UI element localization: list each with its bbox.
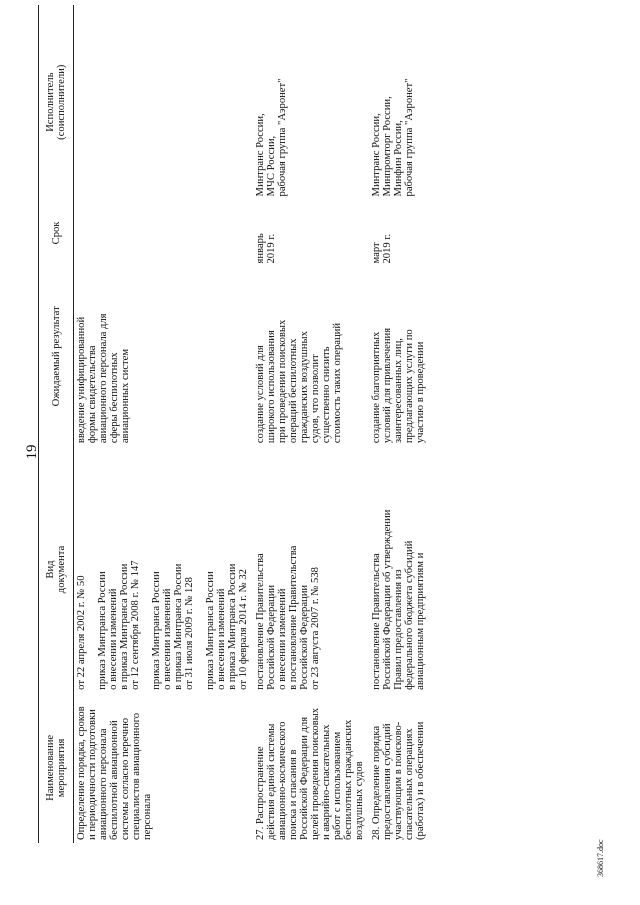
cell-line: 2019 г. xyxy=(266,233,277,264)
cell-line: о внесении изменений xyxy=(108,588,119,690)
cell-line: беспилотной авиационной xyxy=(109,720,120,840)
block-gap xyxy=(141,449,151,690)
table-row xyxy=(369,5,430,843)
cell-line: формы свидетельства xyxy=(87,345,98,444)
cell-line: целей проведения поисковых xyxy=(310,707,321,840)
cell-line: персонала xyxy=(142,793,153,840)
cell-line: Минпромторг России, xyxy=(382,96,393,197)
cell-line: участию в проведении xyxy=(415,341,426,444)
cell-line: авиационных систем xyxy=(120,348,131,444)
cell-executor xyxy=(74,5,254,199)
page-number: 19 xyxy=(24,444,40,460)
header-name: Наименование мероприятия xyxy=(39,693,74,843)
cell-line: создание условий для xyxy=(255,345,266,444)
block-gap xyxy=(195,449,205,690)
cell-line: авиационного персонала xyxy=(98,728,109,840)
header-term: Срок xyxy=(39,199,74,266)
cell-line: стоимость таких операций xyxy=(332,323,343,444)
cell-line: существенно снизить xyxy=(321,346,332,444)
cell-line: Определение порядка, сроков xyxy=(76,706,87,840)
cell-line: сферы беспилотных xyxy=(109,352,120,444)
cell-line: создание благоприятных xyxy=(371,331,382,444)
cell-line: широкого использования xyxy=(266,330,277,444)
cell-line: (работах) и в обеспечении xyxy=(415,721,426,840)
cell-measure-name xyxy=(253,693,369,843)
cell-line: приказ Минтранса России xyxy=(151,571,162,690)
document-block xyxy=(76,449,87,690)
cell-line: от 31 июля 2009 г. № 128 xyxy=(184,577,195,690)
cell-line: предоставления субсидий xyxy=(382,723,393,840)
cell-document xyxy=(74,446,254,693)
cell-result xyxy=(74,266,254,446)
cell-line: Минтранс России, xyxy=(255,113,266,197)
cell-line: авиационного персонала для xyxy=(98,313,109,444)
cell-measure-name xyxy=(369,693,430,843)
cell-line: от 10 февраля 2014 г. № 32 xyxy=(238,569,249,690)
cell-line: введение унифицированной xyxy=(76,316,87,444)
document-block xyxy=(205,449,249,690)
cell-line: гражданских воздушных xyxy=(299,331,310,444)
cell-line: 28. Определение порядка xyxy=(371,725,382,840)
cell-line: от 23 августа 2007 г. № 538 xyxy=(310,567,321,690)
cell-line: операций беспилотных xyxy=(288,338,299,444)
cell-line: январь xyxy=(255,233,266,264)
cell-line: поиска и спасания в xyxy=(288,749,299,840)
cell-line: 2019 г. xyxy=(382,233,393,264)
cell-line: предлагающих услуги по xyxy=(404,329,415,444)
cell-document xyxy=(369,446,430,693)
cell-line: о внесении изменений xyxy=(162,588,173,690)
document-block xyxy=(151,449,195,690)
cell-term xyxy=(74,199,254,266)
block-gap xyxy=(87,449,97,690)
cell-executor xyxy=(253,5,369,199)
cell-line: авиационным предприятиям и xyxy=(415,552,426,690)
cell-line: федерального бюджета субсидий xyxy=(404,540,415,690)
header-doc-type: Вид документа xyxy=(39,446,74,693)
table-row xyxy=(74,5,254,843)
cell-line: о внесении изменений xyxy=(277,588,288,690)
measures-table xyxy=(38,5,430,843)
cell-line: воздушных судов xyxy=(354,761,365,840)
cell-line: специалистов авиационного xyxy=(131,712,142,840)
cell-line: участвующим в поисково- xyxy=(393,721,404,840)
cell-line: Российской Федерации об утверждении xyxy=(382,509,393,690)
cell-line: беспилотных гражданских xyxy=(343,719,354,840)
cell-line: Правил предоставления из xyxy=(393,569,404,690)
cell-line: Минтранс России, xyxy=(371,113,382,197)
header-result: Ожидаемый результат xyxy=(39,266,74,446)
cell-line: постановление Правительства xyxy=(371,553,382,690)
cell-document xyxy=(253,446,369,693)
cell-line: постановление Правительства xyxy=(255,553,266,690)
document-id: 368617.doc xyxy=(596,839,605,877)
cell-line: в приказ Минтранса России xyxy=(173,563,184,690)
cell-line: приказ Минтранса России xyxy=(205,571,216,690)
cell-line: при проведении поисковых xyxy=(277,319,288,444)
cell-line: от 12 сентября 2008 г. № 147 xyxy=(130,560,141,690)
cell-line: авиационно-космического xyxy=(277,721,288,840)
cell-line: 27. Распространение xyxy=(255,746,266,840)
cell-term xyxy=(369,199,430,266)
cell-line: Российской Федерации xyxy=(299,584,310,690)
header-executor: Исполнитель (соисполнители) xyxy=(39,5,74,199)
cell-line: Российской Федерации для xyxy=(299,716,310,840)
cell-result xyxy=(369,266,430,446)
document-block xyxy=(255,449,321,690)
table-body xyxy=(74,5,431,843)
cell-line: судов, что позволит xyxy=(310,354,321,444)
cell-line: март xyxy=(371,242,382,264)
cell-measure-name xyxy=(74,693,254,843)
cell-result xyxy=(253,266,369,446)
table-row xyxy=(253,5,369,843)
cell-line: в приказ Минтранса России xyxy=(119,563,130,690)
cell-line: о внесении изменений xyxy=(216,588,227,690)
cell-line: действия единой системы xyxy=(266,723,277,840)
cell-line: системы согласно перечню xyxy=(120,717,131,840)
table-header-row xyxy=(39,5,74,843)
cell-term xyxy=(253,199,369,266)
cell-line: Минфин России, xyxy=(393,120,404,197)
cell-line: работ с использованием xyxy=(332,731,343,840)
document-block xyxy=(371,449,426,690)
cell-line: МЧС России, xyxy=(266,135,277,197)
document-block xyxy=(97,449,141,690)
cell-line: Российской Федерации xyxy=(266,584,277,690)
cell-line: рабочая группа "Аэронет" xyxy=(277,78,288,197)
cell-line: в постановление Правительства xyxy=(288,545,299,690)
cell-line: спасательных операциях xyxy=(404,728,415,840)
cell-line: от 22 апреля 2002 г. № 50 xyxy=(76,575,87,690)
cell-line: заинтересованных лиц, xyxy=(393,338,404,444)
cell-line: условий для привлечения xyxy=(382,327,393,444)
cell-line: приказ Минтранса России xyxy=(97,571,108,690)
cell-line: и периодичности подготовки xyxy=(87,709,98,840)
cell-line: в приказ Минтранса России xyxy=(227,563,238,690)
cell-line: и аварийно-спасательных xyxy=(321,724,332,840)
cell-executor xyxy=(369,5,430,199)
cell-line: рабочая группа "Аэронет" xyxy=(404,78,415,197)
